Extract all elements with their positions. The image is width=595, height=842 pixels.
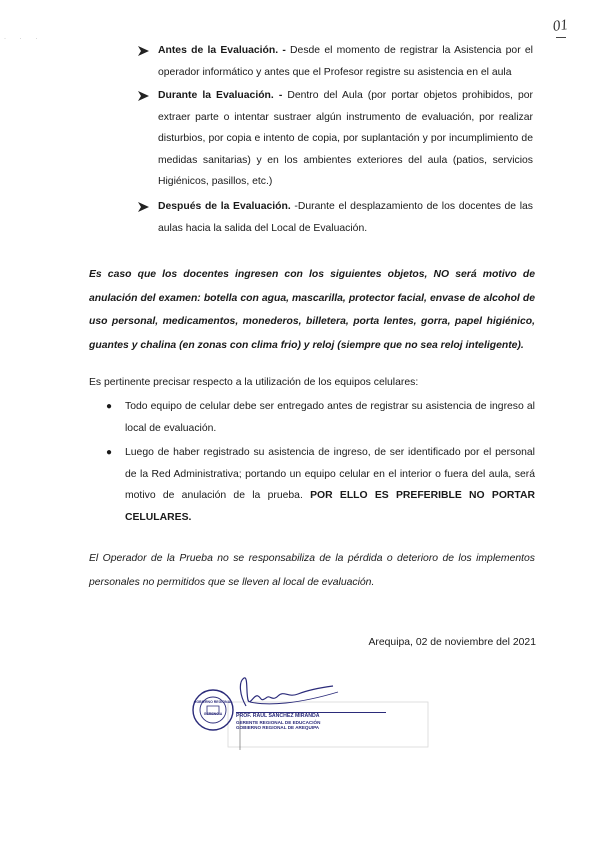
page-number-underline xyxy=(556,37,566,38)
arrow-bullet-icon xyxy=(138,196,152,212)
stamp-role: GERENTE REGIONAL DE EDUCACIÓN xyxy=(236,719,321,725)
phone-rule-item xyxy=(106,442,535,528)
stamp-name: PROF. RAUL SANCHEZ MIRANDA xyxy=(236,713,320,719)
stamp-text-block xyxy=(236,712,386,731)
phone-rule-text: Todo equipo de celular debe ser entregado antes de registrar su asistencia de ingreso al local de evaluación. xyxy=(125,401,535,434)
moment-text: -Durante el desplazamiento de los docentes de las aulas hacia la salida del Local de Evaluación. xyxy=(158,201,533,234)
phone-rule-emphasis: POR ELLO ES PREFERIBLE NO PORTAR CELULARES. xyxy=(125,490,535,523)
phone-rule-item xyxy=(106,396,535,439)
moment-title: Durante la Evaluación. - xyxy=(158,90,283,101)
page-number: 01 xyxy=(551,17,569,35)
arrow-bullet-icon xyxy=(138,40,152,56)
signature-stamp-block xyxy=(188,672,438,752)
arrow-bullet-icon xyxy=(138,85,152,101)
moment-text: Desde el momento de registrar la Asistencia por el operador informático y antes que el Profesor registre su asistencia en el aula xyxy=(158,45,533,78)
moment-title: Después de la Evaluación. xyxy=(158,201,291,212)
moment-title: Antes de la Evaluación. - xyxy=(158,45,286,56)
moment-text: Dentro del Aula (por portar objetos prohibidos, por extraer parte o intentar sustraer algún instrumento de evaluación, por realizar disturbios, por copia e intento de copia, por suplantación y por incumplimiento de medidas sanitarias) y en los ambientes exteriores del aula (patios, servicios Higiénicos, pasillos, etc.) xyxy=(158,90,533,187)
seal-text: GOBIERNO REGIONAL GERENCIA xyxy=(193,700,233,716)
moment-item-before xyxy=(138,40,533,83)
place-date: Arequipa, 02 de noviembre del 2021 xyxy=(368,637,536,648)
bullet-dot-icon: ● xyxy=(106,401,113,412)
moment-item-during xyxy=(138,85,533,193)
phones-intro: Es pertinente precisar respecto a la utilización de los equipos celulares: xyxy=(89,377,419,388)
moment-item-after xyxy=(138,196,533,239)
scan-specks: · · · xyxy=(4,36,44,42)
stamp-entity: GOBIERNO REGIONAL DE AREQUIPA xyxy=(236,725,320,730)
phone-rule-text: Luego de haber registrado su asistencia de ingreso, de ser identificado por el personal de la Red Administrativa; portando un equipo celular en el interior o fuera del aula, será motivo de anulación de la prueba. xyxy=(125,447,535,501)
bullet-dot-icon: ● xyxy=(106,447,113,458)
disclaimer-paragraph: El Operador de la Prueba no se responsabiliza de la pérdida o deterioro de los implementos personales no permitidos que se lleven al local de evaluación. xyxy=(89,553,535,588)
allowed-objects-paragraph: Es caso que los docentes ingresen con los siguientes objetos, NO será motivo de anulación del examen: botella con agua, mascarilla, protector facial, envase de alcohol de uso personal, medicamentos, monederos, billetera, porta lentes, gorra, papel higiénico, guantes y chalina (en zonas con clima frio) y reloj (siempre que no sea reloj inteligente). xyxy=(89,269,535,351)
